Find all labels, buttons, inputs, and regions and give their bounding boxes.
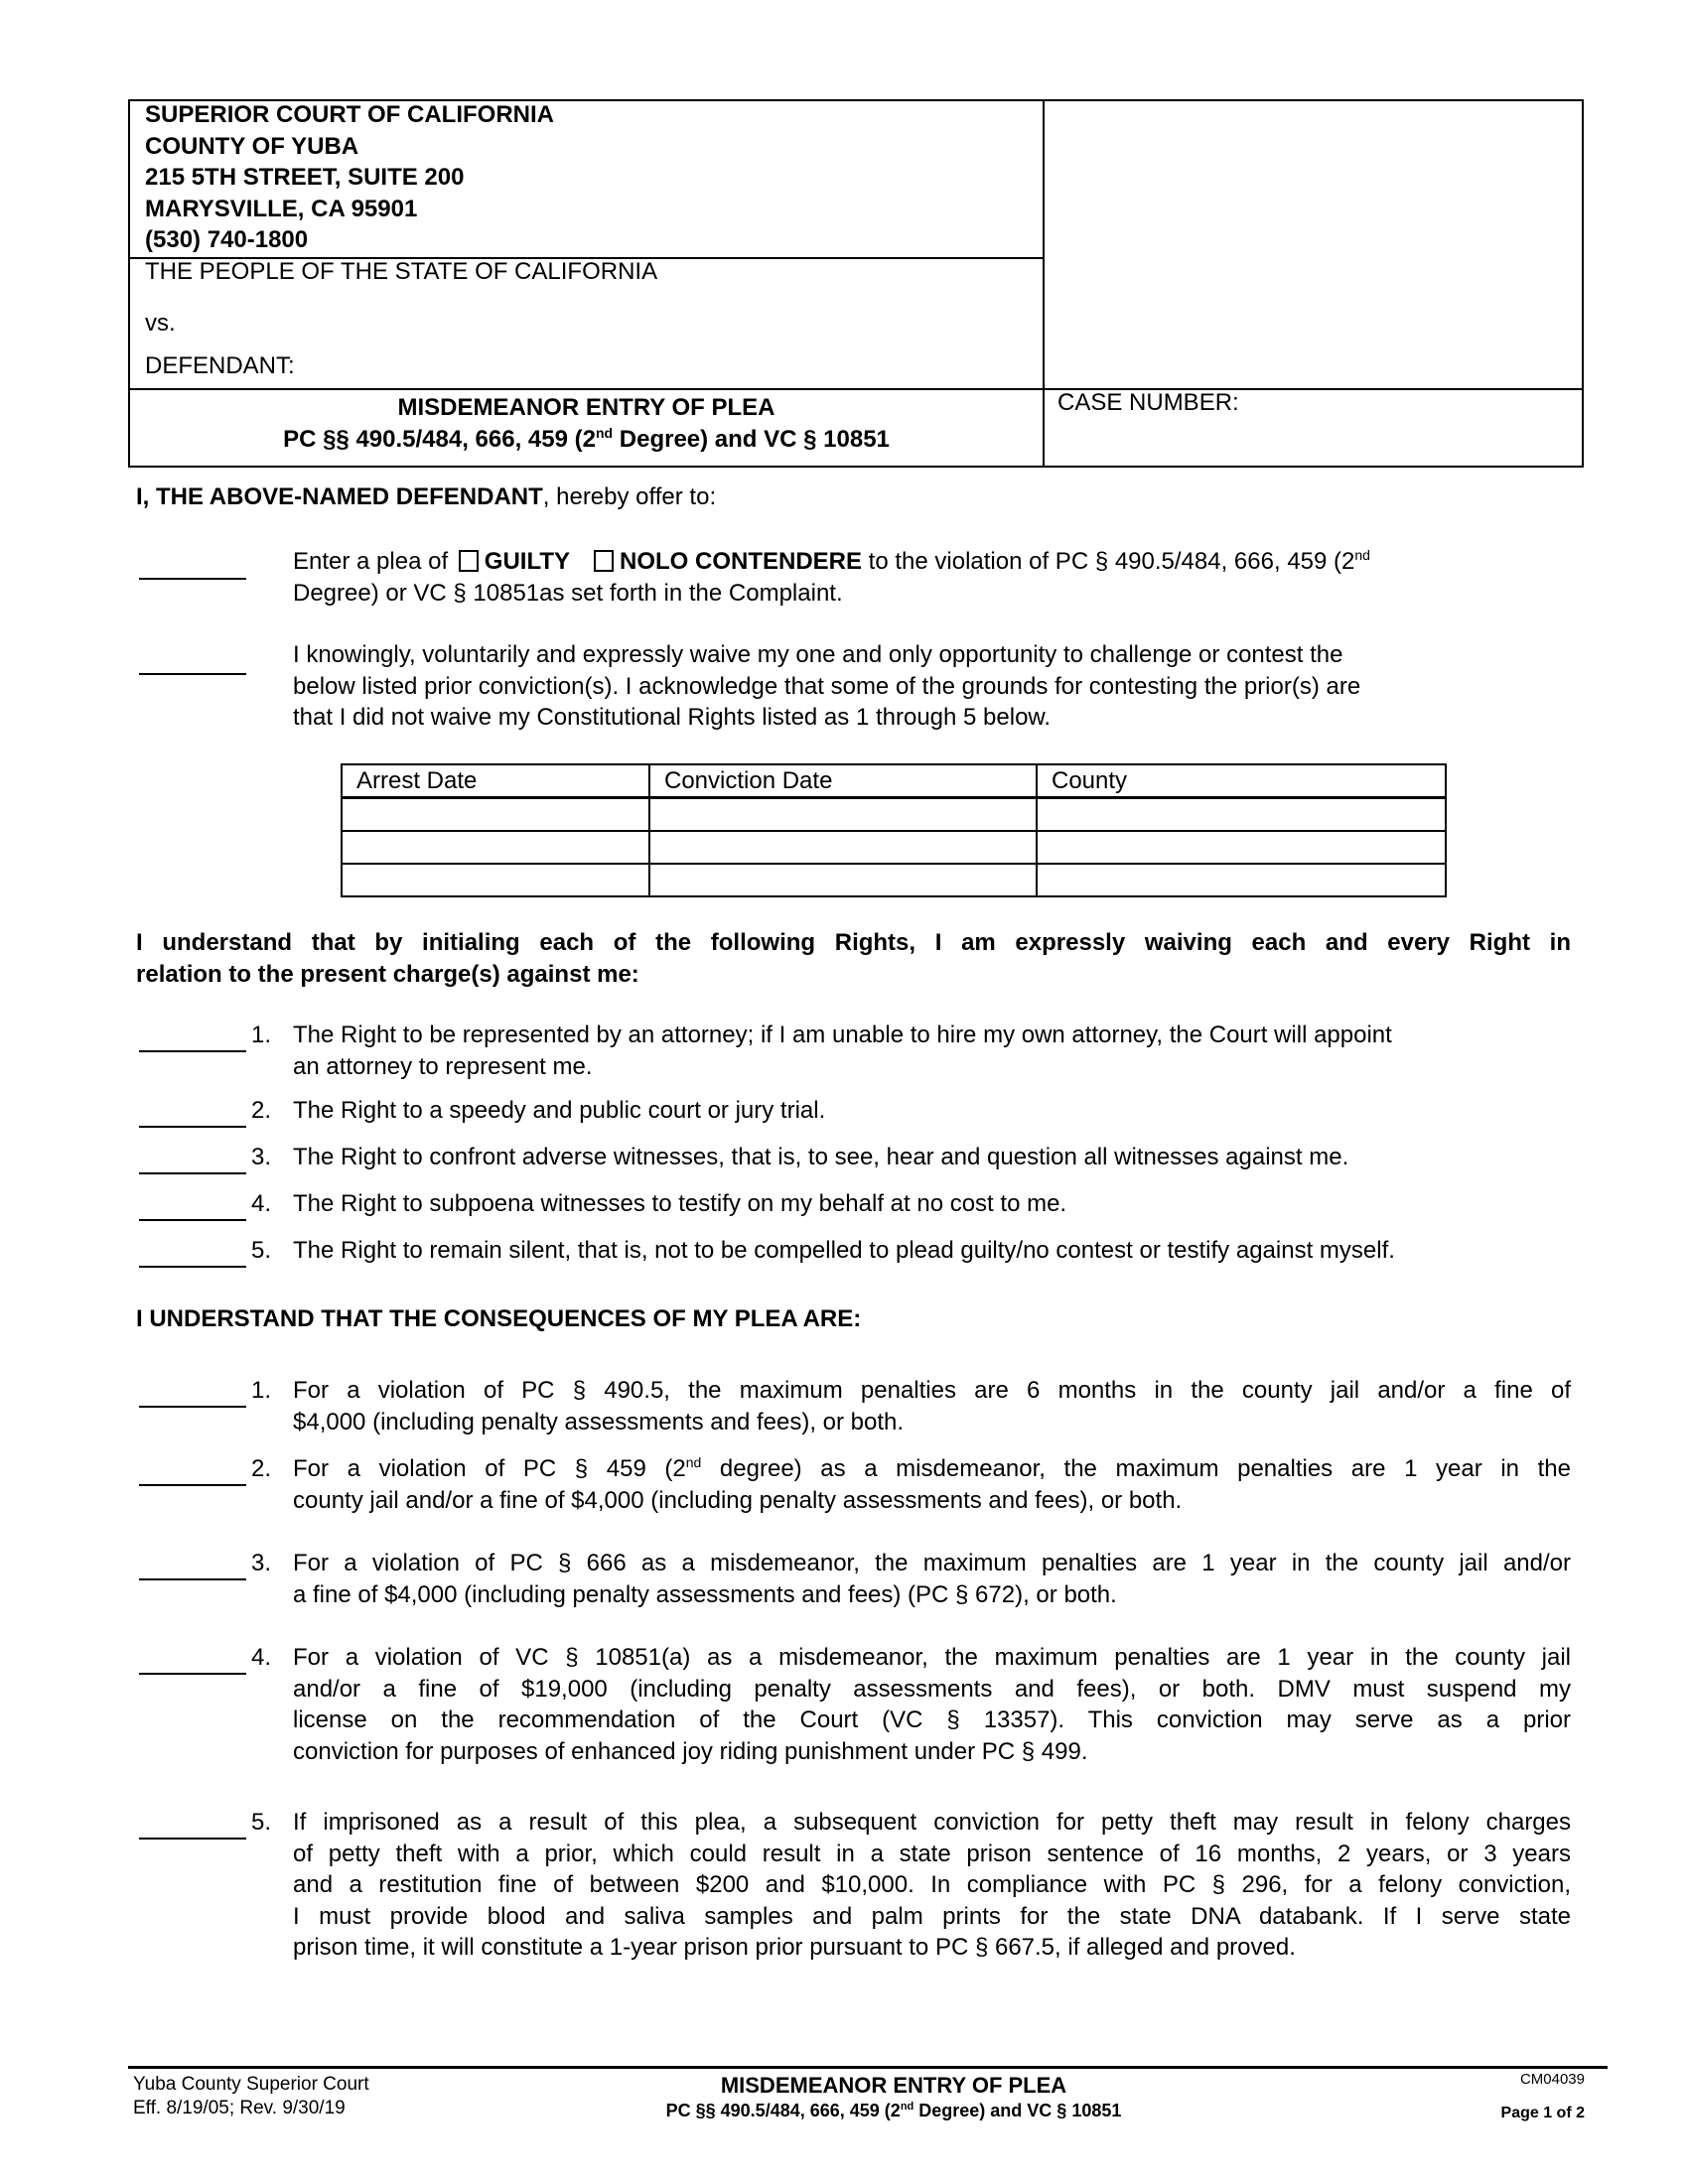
case-number-field[interactable]	[1057, 422, 1569, 458]
consequence-3-number: 3.	[251, 1550, 272, 1576]
footer-page-number: Page 1 of 2	[1500, 2105, 1585, 2121]
consequence-2-number: 2.	[251, 1455, 272, 1482]
form-title-block	[130, 392, 1043, 456]
right-4-text: The Right to subpoena witnesses to testify on my behalf at no cost to me.	[293, 1190, 1067, 1217]
conviction-date-cell[interactable]	[649, 831, 1037, 864]
court-county: COUNTY OF YUBA	[145, 132, 359, 160]
intro-statement: I, THE ABOVE-NAMED DEFENDANT, hereby offer to:	[136, 483, 717, 510]
table-row	[342, 798, 1446, 832]
nolo-contendere-label: NOLO CONTENDERE	[620, 548, 863, 575]
consequence-5-number: 5.	[251, 1809, 272, 1836]
consequence-5-text: If imprisoned as a result of this plea, a subsequent conviction for petty theft may result in felony charges of petty theft with a prior, which could result in a state prison sentence of 16 months, 2 years, or 3 years and a restitution fine of between $200 and $10,000. In compliance with PC § 296, for a felony conviction, I must provide blood and saliva samples and palm prints for the state DNA databank. If I serve state prison time, it will constitute a 1-year prison prior pursuant to PC § 667.5, if alleged and proved.	[293, 1809, 1571, 1961]
form-subtitle: PC §§ 490.5/484, 666, 459 (2nd Degree) and VC § 10851	[283, 425, 890, 453]
right-1-number: 1.	[251, 1022, 272, 1048]
footer-court-info	[133, 2073, 369, 2120]
footer-form-code: CM04039	[1519, 2071, 1585, 2088]
court-address-block	[145, 99, 554, 256]
court-street: 215 5TH STREET, SUITE 200	[145, 164, 465, 192]
prior-convictions-table	[341, 763, 1447, 897]
clerk-filing-stamp-area	[1057, 111, 1569, 349]
rights-heading: I understand that by initialing each of the following Rights, I am expressly waiving each and every Right in relation to the present charge(s) against me:	[136, 929, 1571, 988]
consequence-4-text: For a violation of VC § 10851(a) as a misdemeanor, the maximum penalties are 1 year in the county jail and/or a fine of $19,000 (including penalty assessments and fees), or both. DMV must suspend my license on the recommendation of the Court (VC § 13357). This conviction may serve as a prior conviction for purposes of enhanced joy riding punishment under PC § 499.	[293, 1644, 1571, 1765]
right-2-number: 2.	[251, 1097, 272, 1124]
consequence-1-initials-blank[interactable]	[139, 1406, 246, 1408]
column-arrest-date: Arrest Date	[342, 764, 649, 798]
right-4-number: 4.	[251, 1190, 272, 1217]
consequence-3-initials-blank[interactable]	[139, 1578, 246, 1580]
arrest-date-cell[interactable]	[342, 798, 649, 832]
consequence-2-initials-blank[interactable]	[139, 1484, 246, 1486]
right-1-text: The Right to be represented by an attorney; if I am unable to hire my own attorney, the Court will appoint an attorney to represent me.	[293, 1022, 1392, 1080]
right-5-initials-blank[interactable]	[139, 1266, 246, 1268]
arrest-date-cell[interactable]	[342, 864, 649, 896]
caption-divider-title	[130, 388, 1582, 390]
footer-rule	[128, 2066, 1608, 2069]
consequence-5-initials-blank[interactable]	[139, 1838, 246, 1840]
case-number-label: CASE NUMBER:	[1057, 389, 1239, 416]
versus-label: vs.	[145, 310, 176, 337]
consequence-1-number: 1.	[251, 1377, 272, 1404]
plea-initials-blank[interactable]	[139, 578, 246, 580]
consequence-1-text: For a violation of PC § 490.5, the maximum penalties are 6 months in the county jail and/or a fine of $4,000 (including penalty assessments and fees), or both.	[293, 1377, 1571, 1435]
arrest-date-cell[interactable]	[342, 831, 649, 864]
court-city: MARYSVILLE, CA 95901	[145, 195, 418, 222]
consequence-2-text: For a violation of PC § 459 (2nd degree) as a misdemeanor, the maximum penalties are 1 year in the county jail and/or a fine of $4,000 (including penalty assessments and fees), or both.	[293, 1454, 1571, 1514]
footer-form-title: MISDEMEANOR ENTRY OF PLEA PC §§ 490.5/484, 666, 459 (2nd Degree) and VC § 10851	[665, 2073, 1122, 2120]
right-5-text: The Right to remain silent, that is, not to be compelled to plead guilty/no contest or testify against myself.	[293, 1237, 1395, 1264]
county-cell[interactable]	[1037, 798, 1446, 832]
court-phone: (530) 740-1800	[145, 226, 309, 254]
plaintiff-caption: THE PEOPLE OF THE STATE OF CALIFORNIA	[145, 258, 658, 285]
nolo-contendere-checkbox[interactable]	[594, 550, 614, 572]
defendant-label: DEFENDANT:	[145, 352, 295, 379]
right-2-initials-blank[interactable]	[139, 1126, 246, 1128]
conviction-date-cell[interactable]	[649, 864, 1037, 896]
table-header-row	[342, 764, 1446, 798]
consequence-4-number: 4.	[251, 1644, 272, 1671]
footer-revision-dates: Eff. 8/19/05; Rev. 9/30/19	[133, 2098, 346, 2118]
caption-vertical-divider	[1043, 101, 1045, 466]
prior-waiver-paragraph: I knowingly, voluntarily and expressly waive my one and only opportunity to challenge or contest the below listed prior conviction(s). I acknowledge that some of the grounds for contesting the prior(s) are that I did not waive my Constitutional Rights listed as 1 through 5 below.	[293, 641, 1361, 731]
consequence-4-initials-blank[interactable]	[139, 1673, 246, 1675]
court-name: SUPERIOR COURT OF CALIFORNIA	[145, 101, 554, 128]
column-county: County	[1037, 764, 1446, 798]
consequence-3-text: For a violation of PC § 666 as a misdemeanor, the maximum penalties are 1 year in the county jail and/or a fine of $4,000 (including penalty assessments and fees) (PC § 672), or both.	[293, 1550, 1571, 1608]
form-title: MISDEMEANOR ENTRY OF PLEA	[397, 394, 775, 421]
conviction-date-cell[interactable]	[649, 798, 1037, 832]
county-cell[interactable]	[1037, 831, 1446, 864]
defendant-name-field[interactable]	[288, 352, 1023, 382]
consequences-heading: I UNDERSTAND THAT THE CONSEQUENCES OF MY PLEA ARE:	[136, 1305, 862, 1332]
right-5-number: 5.	[251, 1237, 272, 1264]
right-3-initials-blank[interactable]	[139, 1172, 246, 1174]
right-4-initials-blank[interactable]	[139, 1219, 246, 1221]
right-2-text: The Right to a speedy and public court or jury trial.	[293, 1097, 826, 1124]
table-row	[342, 831, 1446, 864]
right-3-text: The Right to confront adverse witnesses, that is, to see, hear and question all witnesses against me.	[293, 1144, 1349, 1170]
column-conviction-date: Conviction Date	[649, 764, 1037, 798]
table-row	[342, 864, 1446, 896]
prior-waiver-initials-blank[interactable]	[139, 673, 246, 675]
footer-court-name: Yuba County Superior Court	[133, 2074, 369, 2095]
guilty-label: GUILTY	[484, 548, 570, 575]
right-1-initials-blank[interactable]	[139, 1050, 246, 1052]
plea-paragraph: Enter a plea of GUILTY NOLO CONTENDERE to the violation of PC § 490.5/484, 666, 459 (2nd Degree) or VC § 10851as set forth in the Complaint.	[293, 547, 1370, 607]
right-3-number: 3.	[251, 1144, 272, 1170]
guilty-checkbox[interactable]	[459, 550, 479, 572]
county-cell[interactable]	[1037, 864, 1446, 896]
